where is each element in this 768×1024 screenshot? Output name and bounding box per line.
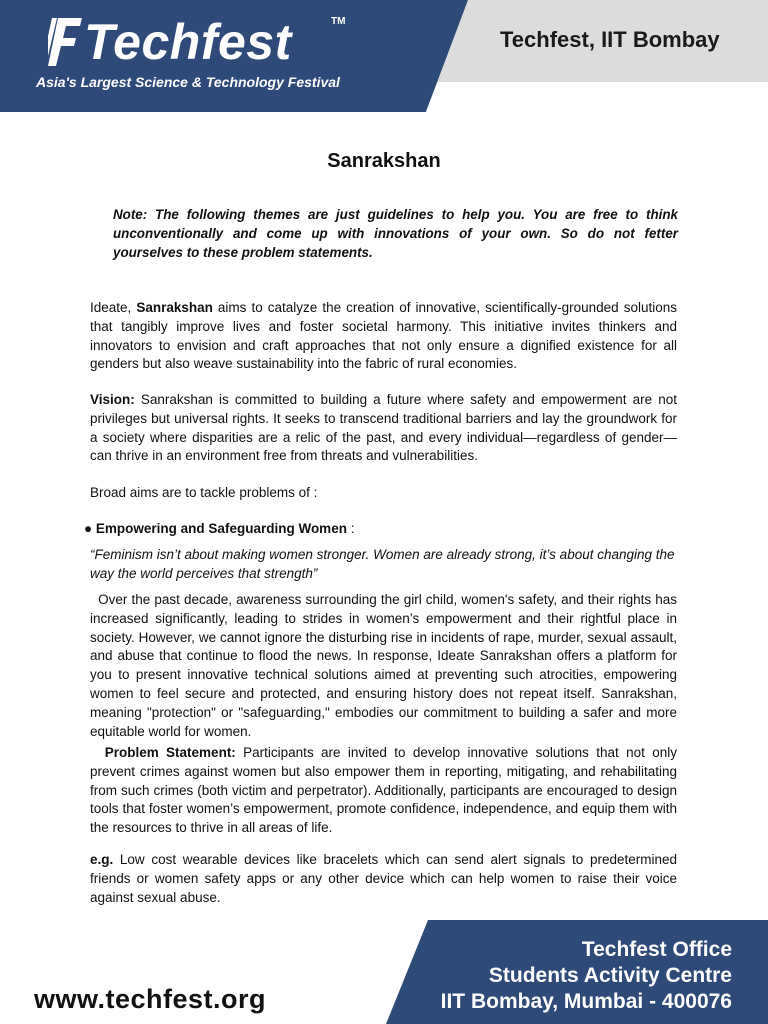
vision-label: Vision: [90,392,135,407]
address-line-office: Techfest Office [581,938,732,961]
problem-statement-label: Problem Statement: [104,745,236,760]
guidelines-note: Note: The following themes are just guidelines to help you. You are free to think unconventionally and come up with innovations of your own. So do not fetter yourselves to these problem statements. [113,207,678,260]
logo-wordmark: Techfest [84,14,292,70]
sanrakshan-bold: Sanrakshan [136,300,213,315]
header-title: Techfest, IIT Bombay [500,27,720,52]
document-title: Sanrakshan [327,150,441,172]
vision-paragraph: Vision: Sanrakshan is committed to building a future where safety and empowerment are not privileges but universal rights. It seeks to transcend traditional barriers and lay the groundwork for a society where disparities are a relic of the past, and every individual—regardless of gender—can thrive in an environment free from threats and vulnerabilities. [90,392,677,464]
bullet-marker: ● [84,521,93,536]
feminism-quote: “Feminism isn’t about making women stronger. Women are already strong, it’s about changing the way the world perceives that strength” [90,547,675,581]
theme-bullet: ● Empowering and Safeguarding Women : [84,521,355,536]
intro-paragraph: Ideate, Sanrakshan aims to catalyze the creation of innovative, scientifically-grounded solutions that tangibly improve lives and foster societal harmony. This initiative invites thinkers and innovators to envision and craft approaches that not only ensure a dignified existence for all genders but also weave sustainability into the fabric of rural economies. [90,300,677,372]
office-address [441,937,732,1015]
address-line-city: IIT Bombay, Mumbai - 400076 [440,990,732,1013]
page-header [0,0,768,112]
website-url: www.techfest.org [34,984,267,1014]
example-paragraph: e.g. Low cost wearable devices like bracelets which can send alert signals to predetermined friends or women safety apps or any other device which can help women to raise their voice against sexual abuse. [90,852,677,905]
address-line-centre: Students Activity Centre [488,964,732,987]
aims-paragraph: Broad aims are to tackle problems of : [90,485,318,500]
logo-tagline: Asia's Largest Science & Technology Festival [36,74,340,90]
example-label: e.g. [90,852,114,867]
techfest-logo-icon [48,16,84,68]
problem-statement-paragraph: Problem Statement: Participants are invited to develop innovative solutions that not only prevent crimes against women but also empower them in reporting, mitigating, and rehabilitating from such crimes (both victim and perpetrator). Additionally, participants are encouraged to design tools that foster women’s empowerment, promote confidence, independence, and equip them with the resources to thrive in all areas of life. [90,745,677,836]
trademark-symbol: TM [331,16,346,27]
theme-label: Empowering and Safeguarding Women [95,521,347,536]
context-paragraph: Over the past decade, awareness surrounding the girl child, women's safety, and their rights has increased significantly, leading to strides in women’s empowerment and their rightful place in society. However, we cannot ignore the disturbing rise in incidents of rape, murder, sexual assault, and abuse that continue to flood the news. In response, Ideate Sanrakshan offers a platform for you to present innovative technical solutions aimed at preventing such atrocities, empowering women to feel secure and protected, and ensuring history does not repeat itself. Sanrakshan, meaning "protection" or "safeguarding," embodies our commitment to building a safer and more equitable world for women. [90,592,677,739]
